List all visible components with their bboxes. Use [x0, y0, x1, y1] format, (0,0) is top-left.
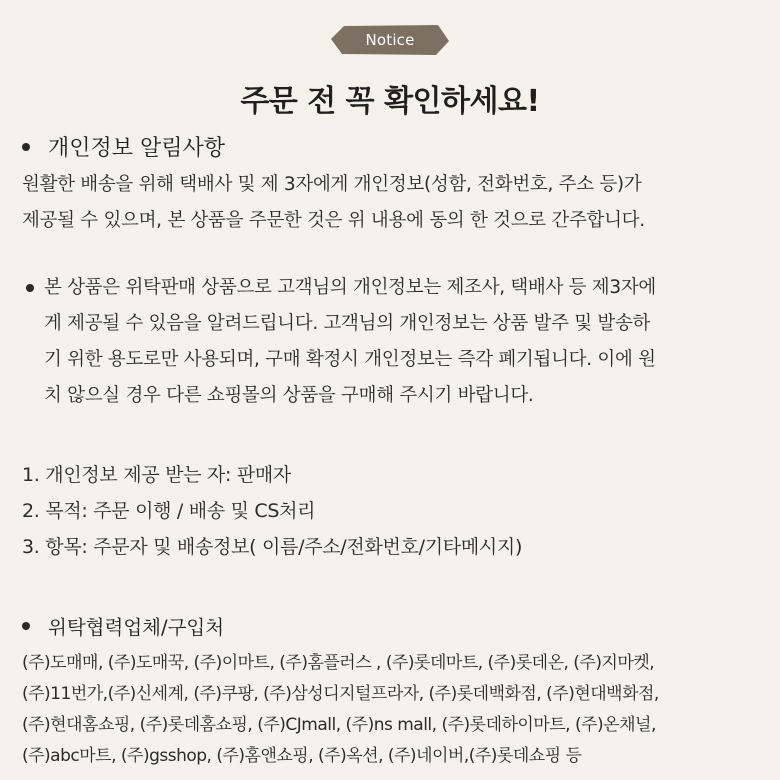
partners-heading-text: 위탁협력업체/구입처 — [48, 616, 225, 639]
info-list — [22, 457, 522, 565]
bullet-icon — [22, 622, 30, 630]
partners-line: (주)도매매, (주)도매꾹, (주)이마트, (주)홈플러스 , (주)롯데마트, (주)롯데온, (주)지마켓, — [22, 653, 655, 673]
privacy-paragraph — [22, 167, 767, 239]
partners-heading — [22, 612, 224, 640]
bullet-icon — [26, 284, 34, 292]
consignment-line: 게 제공될 수 있음을 알려드립니다. 고객님의 개인정보는 상품 발주 및 발송하 — [44, 313, 651, 334]
notice-badge-label: Notice — [365, 31, 415, 49]
info-list-item: 3. 항목: 주문자 및 배송정보( 이름/주소/전화번호/기타메시지) — [22, 536, 523, 558]
notice-badge-wrap — [0, 24, 780, 56]
privacy-heading — [22, 131, 225, 162]
partners-line: (주)abc마트, (주)gsshop, (주)홈앤쇼핑, (주)옥션, (주)네이버,(주)롯데쇼핑 등 — [22, 746, 582, 766]
partners-line: (주)11번가,(주)신세계, (주)쿠팡, (주)삼성디지털프라자, (주)롯데백화점, (주)현대백화점, — [22, 684, 659, 704]
partners-list — [22, 648, 772, 772]
consignment-line: 본 상품은 위탁판매 상품으로 고객님의 개인정보는 제조사, 택배사 등 제3자에 — [44, 277, 656, 298]
notice-badge — [330, 24, 450, 56]
consignment-notice — [22, 270, 772, 414]
privacy-line: 제공될 수 있으며, 본 상품을 주문한 것은 위 내용에 동의 한 것으로 간주합니다. — [22, 210, 645, 231]
info-list-item: 1. 개인정보 제공 받는 자: 판매자 — [22, 464, 291, 486]
info-list-item: 2. 목적: 주문 이행 / 배송 및 CS처리 — [22, 500, 316, 522]
consignment-line: 기 위한 용도로만 사용되며, 구매 확정시 개인정보는 즉각 폐기됩니다. 이에 원 — [44, 349, 656, 370]
page-title: 주문 전 꼭 확인하세요! — [240, 84, 540, 119]
partners-line: (주)현대홈쇼핑, (주)롯데홈쇼핑, (주)CJmall, (주)ns mall, (주)롯데하이마트, (주)온채널, — [22, 715, 656, 735]
privacy-line: 원활한 배송을 위해 택배사 및 제 3자에게 개인정보(성함, 전화번호, 주소 등)가 — [22, 174, 642, 195]
bullet-icon — [22, 143, 30, 151]
privacy-heading-text: 개인정보 알림사항 — [48, 136, 226, 161]
consignment-line: 치 않으실 경우 다른 쇼핑몰의 상품을 구매해 주시기 바랍니다. — [44, 385, 534, 406]
